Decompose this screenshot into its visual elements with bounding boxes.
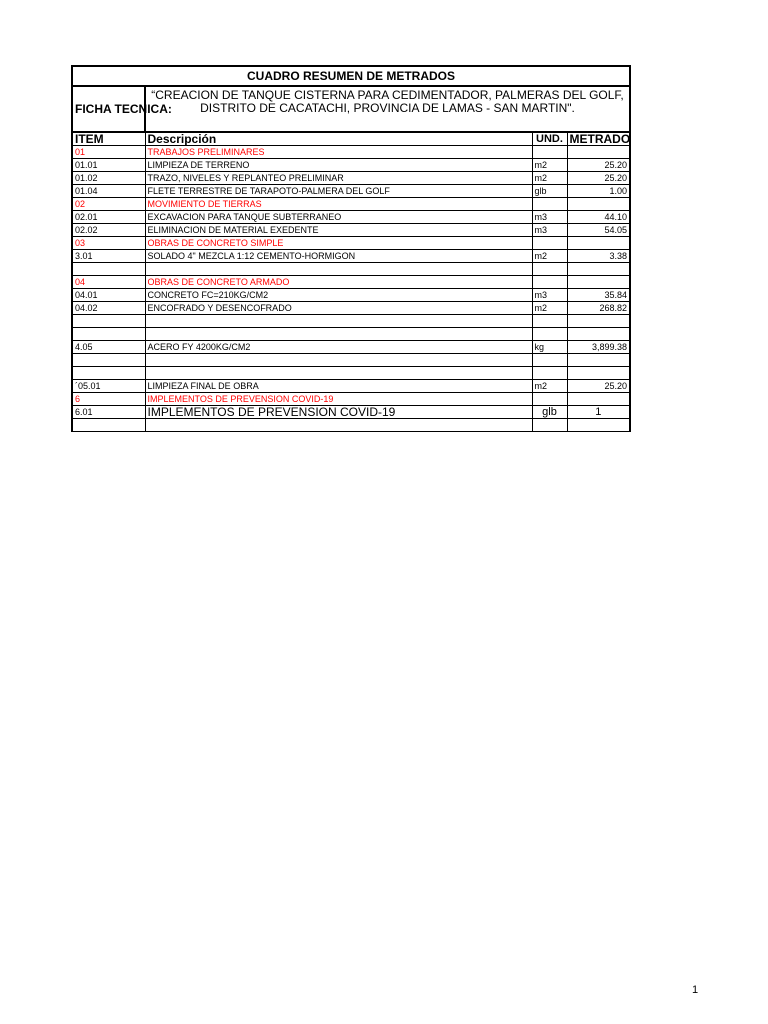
row-desc: CONCRETO FC=210KG/CM2	[145, 289, 532, 302]
table-row	[72, 159, 630, 172]
header-row	[72, 132, 630, 146]
table-row	[72, 406, 630, 419]
row-desc: EXCAVACION PARA TANQUE SUBTERRANEO	[145, 211, 532, 224]
row-item: 01.01	[72, 159, 145, 172]
row-desc: OBRAS DE CONCRETO ARMADO	[145, 276, 532, 289]
row-item: 3.01	[72, 250, 145, 263]
row-metrado	[567, 276, 630, 289]
row-und	[532, 198, 567, 211]
row-item: 01.04	[72, 185, 145, 198]
row-und	[532, 146, 567, 159]
row-desc: ENCOFRADO Y DESENCOFRADO	[145, 302, 532, 315]
row-desc: IMPLEMENTOS DE PREVENSION COVID-19	[145, 393, 532, 406]
table-row	[72, 172, 630, 185]
row-und	[532, 263, 567, 276]
row-desc: LIMPIEZA FINAL DE OBRA	[145, 380, 532, 393]
row-desc: LIMPIEZA DE TERRENO	[145, 159, 532, 172]
table-row	[72, 380, 630, 393]
ficha-row	[72, 86, 630, 132]
title-row	[72, 66, 630, 86]
row-und	[532, 328, 567, 341]
row-und	[532, 237, 567, 250]
table-row	[72, 224, 630, 237]
row-und: m3	[532, 224, 567, 237]
table-row	[72, 354, 630, 367]
row-item: 04	[72, 276, 145, 289]
row-metrado	[567, 198, 630, 211]
table-row	[72, 237, 630, 250]
table-row	[72, 146, 630, 159]
row-desc	[145, 263, 532, 276]
header-metrado: METRADO	[567, 132, 630, 146]
table-row	[72, 289, 630, 302]
header-und: UND.	[532, 132, 567, 146]
table-row	[72, 263, 630, 276]
row-und: m2	[532, 380, 567, 393]
row-metrado: 3,899.38	[567, 341, 630, 354]
row-desc	[145, 367, 532, 380]
row-und: kg	[532, 341, 567, 354]
row-item: 01	[72, 146, 145, 159]
row-item: 4.05	[72, 341, 145, 354]
row-desc	[145, 419, 532, 432]
row-desc: MOVIMIENTO DE TIERRAS	[145, 198, 532, 211]
header-desc: Descripción	[145, 132, 532, 146]
row-und: m2	[532, 172, 567, 185]
row-item: 02.02	[72, 224, 145, 237]
row-metrado: 1	[567, 406, 630, 419]
table-row	[72, 250, 630, 263]
row-desc	[145, 328, 532, 341]
row-metrado	[567, 315, 630, 328]
row-desc: TRAZO, NIVELES Y REPLANTEO PRELIMINAR	[145, 172, 532, 185]
row-metrado: 35.84	[567, 289, 630, 302]
row-item	[72, 354, 145, 367]
row-metrado: 25.20	[567, 172, 630, 185]
row-und: glb	[532, 406, 567, 419]
row-und	[532, 393, 567, 406]
row-desc: IMPLEMENTOS DE PREVENSION COVID-19	[145, 406, 532, 419]
row-metrado: 25.20	[567, 159, 630, 172]
row-metrado: 25.20	[567, 380, 630, 393]
row-item	[72, 315, 145, 328]
row-und: m2	[532, 159, 567, 172]
row-desc: TRABAJOS PRELIMINARES	[145, 146, 532, 159]
row-metrado: 268.82	[567, 302, 630, 315]
table-row	[72, 185, 630, 198]
table-row	[72, 393, 630, 406]
row-item	[72, 263, 145, 276]
row-desc: ELIMINACION DE MATERIAL EXEDENTE	[145, 224, 532, 237]
table-row	[72, 315, 630, 328]
row-metrado	[567, 146, 630, 159]
row-metrado: 44.10	[567, 211, 630, 224]
metrados-table	[71, 65, 631, 432]
row-item: 02.01	[72, 211, 145, 224]
row-und	[532, 315, 567, 328]
row-metrado	[567, 393, 630, 406]
row-desc: FLETE TERRESTRE DE TARAPOTO-PALMERA DEL GOLF	[145, 185, 532, 198]
row-metrado: 3.38	[567, 250, 630, 263]
row-metrado	[567, 263, 630, 276]
row-item: 01.02	[72, 172, 145, 185]
row-metrado	[567, 354, 630, 367]
table-row	[72, 198, 630, 211]
row-und	[532, 419, 567, 432]
row-und: m2	[532, 250, 567, 263]
row-desc: OBRAS DE CONCRETO SIMPLE	[145, 237, 532, 250]
ficha-text: “CREACION DE TANQUE CISTERNA PARA CEDIMENTADOR, PALMERAS DEL GOLF, DISTRITO DE CACATACHI, PROVINCIA DE LAMAS - SAN MARTIN".	[145, 86, 630, 132]
table-row	[72, 341, 630, 354]
table-row	[72, 367, 630, 380]
row-item: 6	[72, 393, 145, 406]
row-metrado: 54.05	[567, 224, 630, 237]
row-item: 6.01	[72, 406, 145, 419]
row-item: 02	[72, 198, 145, 211]
row-item	[72, 328, 145, 341]
row-und	[532, 276, 567, 289]
row-item: 03	[72, 237, 145, 250]
row-und: m3	[532, 211, 567, 224]
row-und	[532, 354, 567, 367]
row-desc	[145, 354, 532, 367]
row-metrado	[567, 237, 630, 250]
row-metrado	[567, 419, 630, 432]
table-row	[72, 328, 630, 341]
row-item: 04.02	[72, 302, 145, 315]
table-row	[72, 419, 630, 432]
row-item: ´05.01	[72, 380, 145, 393]
row-item	[72, 419, 145, 432]
table-row	[72, 302, 630, 315]
row-metrado: 1.00	[567, 185, 630, 198]
row-metrado	[567, 328, 630, 341]
table-row	[72, 211, 630, 224]
row-desc: ACERO FY 4200KG/CM2	[145, 341, 532, 354]
row-item: 04.01	[72, 289, 145, 302]
row-und: m2	[532, 302, 567, 315]
row-und: m3	[532, 289, 567, 302]
row-desc: SOLADO 4" MEZCLA 1:12 CEMENTO-HORMIGON	[145, 250, 532, 263]
row-item	[72, 367, 145, 380]
table-title: CUADRO RESUMEN DE METRADOS	[72, 66, 630, 86]
table-row	[72, 276, 630, 289]
row-desc	[145, 315, 532, 328]
page-number: 1	[692, 984, 699, 996]
row-und: glb	[532, 185, 567, 198]
header-item: ITEM	[72, 132, 145, 146]
row-und	[532, 367, 567, 380]
ficha-label: FICHA TECNICA:	[72, 86, 145, 132]
row-metrado	[567, 367, 630, 380]
